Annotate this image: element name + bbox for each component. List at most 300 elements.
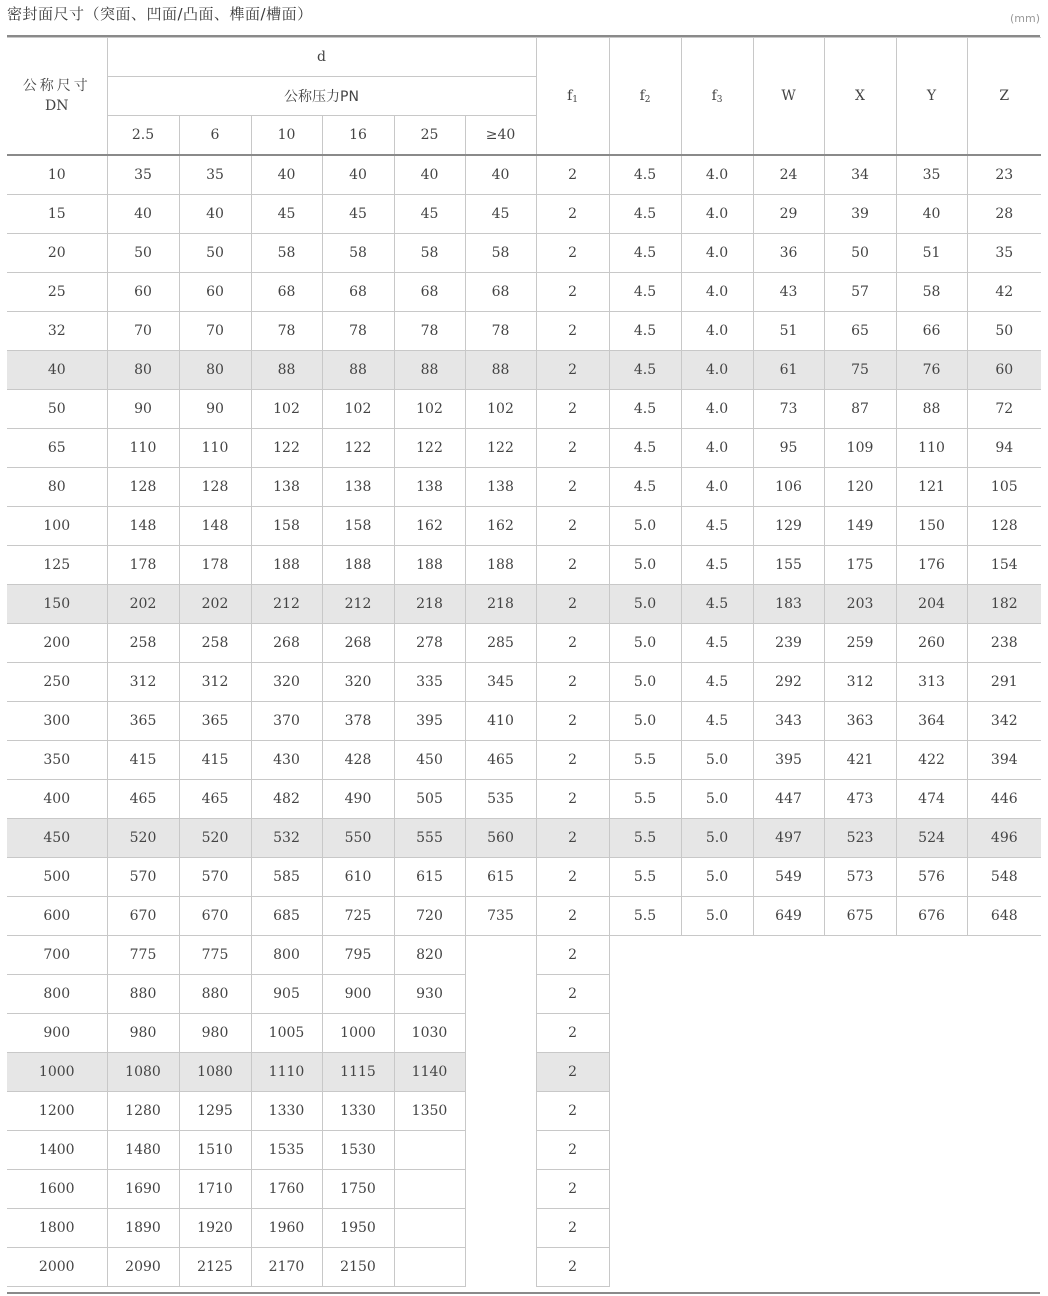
empty-cell <box>824 1053 896 1092</box>
pn-col-header: ≥40 <box>465 116 536 156</box>
table-cell: 400 <box>7 780 107 819</box>
table-cell: 2125 <box>179 1248 251 1287</box>
z-header: Z <box>967 38 1041 156</box>
table-cell <box>465 1131 536 1170</box>
table-cell: 2 <box>536 273 609 312</box>
table-row <box>7 273 1041 312</box>
table-cell: 40 <box>107 195 179 234</box>
empty-cell <box>824 1131 896 1170</box>
table-cell: 2 <box>536 312 609 351</box>
table-cell: 610 <box>322 858 394 897</box>
table-cell: 500 <box>7 858 107 897</box>
table-cell: 154 <box>967 546 1041 585</box>
f1-header-text: f <box>567 88 573 104</box>
table-cell: 175 <box>824 546 896 585</box>
table-cell: 350 <box>7 741 107 780</box>
table-cell: 285 <box>465 624 536 663</box>
table-cell: 4.5 <box>609 429 681 468</box>
table-cell: 88 <box>322 351 394 390</box>
table-cell: 5.0 <box>609 702 681 741</box>
table-cell: 25 <box>7 273 107 312</box>
table-cell: 36 <box>753 234 824 273</box>
table-cell: 415 <box>107 741 179 780</box>
table-cell: 685 <box>251 897 322 936</box>
table-cell: 202 <box>179 585 251 624</box>
table-cell: 1960 <box>251 1209 322 1248</box>
table-cell: 212 <box>251 585 322 624</box>
table-cell: 20 <box>7 234 107 273</box>
table-cell: 576 <box>896 858 967 897</box>
empty-cell <box>896 975 967 1014</box>
table-cell: 178 <box>179 546 251 585</box>
table-cell: 120 <box>824 468 896 507</box>
x-header: X <box>824 38 896 156</box>
table-cell: 1000 <box>322 1014 394 1053</box>
table-cell: 2 <box>536 897 609 936</box>
table-row <box>7 155 1041 195</box>
table-cell: 775 <box>179 936 251 975</box>
table-cell: 1115 <box>322 1053 394 1092</box>
table-cell: 5.0 <box>681 780 753 819</box>
table-cell: 735 <box>465 897 536 936</box>
empty-cell <box>753 1209 824 1248</box>
table-cell: 1530 <box>322 1131 394 1170</box>
table-cell: 109 <box>824 429 896 468</box>
table-cell: 570 <box>179 858 251 897</box>
table-cell: 5.0 <box>609 663 681 702</box>
unit-label: (mm) <box>1009 12 1040 25</box>
table-cell: 4.5 <box>609 468 681 507</box>
table-cell: 1350 <box>394 1092 465 1131</box>
table-cell: 58 <box>465 234 536 273</box>
table-cell: 585 <box>251 858 322 897</box>
table-cell: 447 <box>753 780 824 819</box>
table-cell <box>465 975 536 1014</box>
table-cell <box>465 1092 536 1131</box>
table-cell: 473 <box>824 780 896 819</box>
table-cell: 94 <box>967 429 1041 468</box>
table-cell: 5.5 <box>609 780 681 819</box>
table-cell: 202 <box>107 585 179 624</box>
table-cell: 1920 <box>179 1209 251 1248</box>
table-cell: 268 <box>322 624 394 663</box>
table-cell: 300 <box>7 702 107 741</box>
table-cell: 4.0 <box>681 234 753 273</box>
table-cell: 105 <box>967 468 1041 507</box>
empty-cell <box>896 1170 967 1209</box>
table-cell: 820 <box>394 936 465 975</box>
table-cell: 128 <box>107 468 179 507</box>
table-cell: 421 <box>824 741 896 780</box>
table-cell: 335 <box>394 663 465 702</box>
table-cell: 72 <box>967 390 1041 429</box>
table-cell: 122 <box>465 429 536 468</box>
table-row <box>7 702 1041 741</box>
table-cell: 446 <box>967 780 1041 819</box>
table-cell: 110 <box>107 429 179 468</box>
table-cell: 930 <box>394 975 465 1014</box>
table-title: 密封面尺寸（突面、凹面/凸面、榫面/槽面） <box>7 5 313 23</box>
table-cell: 560 <box>465 819 536 858</box>
empty-cell <box>681 1092 753 1131</box>
empty-cell <box>609 1248 681 1287</box>
table-cell: 548 <box>967 858 1041 897</box>
table-cell: 102 <box>251 390 322 429</box>
table-cell: 102 <box>465 390 536 429</box>
empty-cell <box>967 1170 1041 1209</box>
table-cell: 465 <box>179 780 251 819</box>
table-cell: 4.5 <box>681 624 753 663</box>
table-cell: 2 <box>536 585 609 624</box>
table-cell: 4.5 <box>681 663 753 702</box>
table-cell: 490 <box>322 780 394 819</box>
table-cell: 78 <box>465 312 536 351</box>
table-cell: 258 <box>107 624 179 663</box>
table-cell: 775 <box>107 936 179 975</box>
empty-cell <box>681 1131 753 1170</box>
table-cell: 4.5 <box>609 312 681 351</box>
table-cell: 5.5 <box>609 819 681 858</box>
table-cell: 43 <box>753 273 824 312</box>
table-cell: 312 <box>107 663 179 702</box>
f2-header-text: f <box>639 88 645 104</box>
table-cell: 312 <box>179 663 251 702</box>
table-cell: 648 <box>967 897 1041 936</box>
table-cell: 1140 <box>394 1053 465 1092</box>
empty-cell <box>609 1092 681 1131</box>
table-cell: 1750 <box>322 1170 394 1209</box>
table-cell: 110 <box>179 429 251 468</box>
empty-cell <box>824 1248 896 1287</box>
table-cell: 188 <box>322 546 394 585</box>
table-cell: 42 <box>967 273 1041 312</box>
table-cell: 32 <box>7 312 107 351</box>
table-cell: 900 <box>322 975 394 1014</box>
table-cell: 88 <box>465 351 536 390</box>
empty-cell <box>824 975 896 1014</box>
table-cell: 5.0 <box>609 546 681 585</box>
table-row <box>7 663 1041 702</box>
f3-header-text: f <box>711 88 717 104</box>
empty-cell <box>824 1014 896 1053</box>
table-cell: 68 <box>322 273 394 312</box>
table-cell: 676 <box>896 897 967 936</box>
table-cell: 5.0 <box>681 819 753 858</box>
pn-col-header: 6 <box>179 116 251 156</box>
empty-cell <box>896 1053 967 1092</box>
table-cell: 555 <box>394 819 465 858</box>
table-cell: 430 <box>251 741 322 780</box>
table-cell: 1890 <box>107 1209 179 1248</box>
table-cell: 87 <box>824 390 896 429</box>
table-cell: 4.5 <box>681 585 753 624</box>
table-row <box>7 1092 1041 1131</box>
table-cell <box>465 1209 536 1248</box>
table-row <box>7 1248 1041 1287</box>
table-cell: 39 <box>824 195 896 234</box>
table-cell: 178 <box>107 546 179 585</box>
table-cell: 88 <box>394 351 465 390</box>
table-cell <box>394 1170 465 1209</box>
table-cell: 312 <box>824 663 896 702</box>
table-cell: 2 <box>536 936 609 975</box>
table-cell: 320 <box>322 663 394 702</box>
table-cell: 250 <box>7 663 107 702</box>
table-cell: 795 <box>322 936 394 975</box>
table-cell: 4.5 <box>609 155 681 195</box>
table-cell: 58 <box>896 273 967 312</box>
table-cell: 395 <box>753 741 824 780</box>
empty-cell <box>967 1092 1041 1131</box>
empty-cell <box>896 936 967 975</box>
table-cell: 2 <box>536 507 609 546</box>
table-cell: 150 <box>7 585 107 624</box>
d-header: d <box>107 38 536 77</box>
table-cell: 363 <box>824 702 896 741</box>
table-cell: 5.0 <box>681 897 753 936</box>
table-cell: 1080 <box>179 1053 251 1092</box>
table-cell: 40 <box>7 351 107 390</box>
table-cell: 78 <box>394 312 465 351</box>
table-cell: 10 <box>7 155 107 195</box>
table-cell: 1200 <box>7 1092 107 1131</box>
table-cell: 900 <box>7 1014 107 1053</box>
table-cell: 23 <box>967 155 1041 195</box>
table-cell: 5.0 <box>609 585 681 624</box>
table-cell: 5.5 <box>609 858 681 897</box>
table-cell: 700 <box>7 936 107 975</box>
table-cell: 51 <box>753 312 824 351</box>
empty-cell <box>967 975 1041 1014</box>
table-cell: 24 <box>753 155 824 195</box>
table-row <box>7 858 1041 897</box>
table-cell: 162 <box>465 507 536 546</box>
table-cell: 102 <box>322 390 394 429</box>
table-cell: 2 <box>536 195 609 234</box>
table-cell: 4.0 <box>681 155 753 195</box>
table-cell: 2 <box>536 390 609 429</box>
table-cell: 5.0 <box>609 624 681 663</box>
empty-cell <box>967 1248 1041 1287</box>
table-cell: 106 <box>753 468 824 507</box>
table-cell: 68 <box>394 273 465 312</box>
empty-cell <box>609 1170 681 1209</box>
f3-header-sub: 3 <box>716 95 723 105</box>
table-row <box>7 897 1041 936</box>
table-cell: 675 <box>824 897 896 936</box>
table-cell: 70 <box>107 312 179 351</box>
table-cell: 497 <box>753 819 824 858</box>
table-cell: 1480 <box>107 1131 179 1170</box>
table-cell: 50 <box>107 234 179 273</box>
empty-cell <box>753 1131 824 1170</box>
table-cell: 65 <box>7 429 107 468</box>
empty-cell <box>967 1131 1041 1170</box>
table-cell: 5.0 <box>681 741 753 780</box>
table-cell: 343 <box>753 702 824 741</box>
table-row <box>7 429 1041 468</box>
table-cell: 5.5 <box>609 741 681 780</box>
table-row <box>7 312 1041 351</box>
table-cell: 573 <box>824 858 896 897</box>
table-cell: 415 <box>179 741 251 780</box>
table-cell: 70 <box>179 312 251 351</box>
table-cell: 880 <box>107 975 179 1014</box>
table-cell: 1080 <box>107 1053 179 1092</box>
table-cell: 800 <box>251 936 322 975</box>
table-cell: 80 <box>107 351 179 390</box>
table-cell: 4.5 <box>681 507 753 546</box>
table-cell: 1760 <box>251 1170 322 1209</box>
table-cell: 80 <box>179 351 251 390</box>
table-cell: 428 <box>322 741 394 780</box>
table-cell: 649 <box>753 897 824 936</box>
table-cell: 2 <box>536 1209 609 1248</box>
table-cell: 204 <box>896 585 967 624</box>
table-cell: 35 <box>896 155 967 195</box>
table-cell: 122 <box>322 429 394 468</box>
table-cell: 138 <box>251 468 322 507</box>
table-cell: 2 <box>536 741 609 780</box>
table-cell: 45 <box>322 195 394 234</box>
table-cell: 40 <box>322 155 394 195</box>
table-cell: 2 <box>536 1014 609 1053</box>
table-cell: 50 <box>7 390 107 429</box>
table-cell: 291 <box>967 663 1041 702</box>
table-cell: 188 <box>251 546 322 585</box>
table-cell: 58 <box>394 234 465 273</box>
table-cell: 35 <box>107 155 179 195</box>
table-cell: 176 <box>896 546 967 585</box>
table-cell: 395 <box>394 702 465 741</box>
table-cell: 1690 <box>107 1170 179 1209</box>
table-row <box>7 1014 1041 1053</box>
table-cell: 34 <box>824 155 896 195</box>
table-cell: 50 <box>179 234 251 273</box>
table-cell: 1535 <box>251 1131 322 1170</box>
table-cell: 50 <box>824 234 896 273</box>
table-cell: 35 <box>179 155 251 195</box>
table-cell: 2 <box>536 1092 609 1131</box>
table-cell: 313 <box>896 663 967 702</box>
table-cell: 670 <box>179 897 251 936</box>
table-cell: 125 <box>7 546 107 585</box>
empty-cell <box>967 1014 1041 1053</box>
empty-cell <box>681 975 753 1014</box>
empty-cell <box>967 936 1041 975</box>
empty-cell <box>681 936 753 975</box>
table-cell: 1510 <box>179 1131 251 1170</box>
table-cell: 162 <box>394 507 465 546</box>
table-cell: 258 <box>179 624 251 663</box>
table-cell: 2 <box>536 819 609 858</box>
table-cell: 129 <box>753 507 824 546</box>
table-cell: 121 <box>896 468 967 507</box>
table-cell: 2 <box>536 624 609 663</box>
table-cell: 60 <box>179 273 251 312</box>
table-cell: 57 <box>824 273 896 312</box>
table-cell: 474 <box>896 780 967 819</box>
w-header: W <box>753 38 824 156</box>
table-cell: 2 <box>536 663 609 702</box>
table-cell: 2 <box>536 429 609 468</box>
table-cell: 2150 <box>322 1248 394 1287</box>
table-cell <box>465 936 536 975</box>
table-cell: 2000 <box>7 1248 107 1287</box>
table-cell: 45 <box>394 195 465 234</box>
empty-cell <box>824 1209 896 1248</box>
table-cell <box>465 1248 536 1287</box>
table-row <box>7 975 1041 1014</box>
table-cell: 570 <box>107 858 179 897</box>
table-cell: 2 <box>536 1131 609 1170</box>
empty-cell <box>609 1053 681 1092</box>
table-cell: 4.0 <box>681 312 753 351</box>
table-cell: 128 <box>967 507 1041 546</box>
table-cell: 218 <box>394 585 465 624</box>
table-cell: 65 <box>824 312 896 351</box>
empty-cell <box>824 936 896 975</box>
table-cell: 365 <box>107 702 179 741</box>
table-cell: 465 <box>465 741 536 780</box>
table-cell: 218 <box>465 585 536 624</box>
table-cell: 68 <box>251 273 322 312</box>
table-cell: 4.5 <box>609 273 681 312</box>
table-row <box>7 780 1041 819</box>
table-cell: 2170 <box>251 1248 322 1287</box>
empty-cell <box>896 1248 967 1287</box>
table-cell: 905 <box>251 975 322 1014</box>
table-row <box>7 195 1041 234</box>
table-cell: 158 <box>251 507 322 546</box>
table-cell: 4.5 <box>609 234 681 273</box>
table-cell: 4.0 <box>681 273 753 312</box>
table-cell: 78 <box>251 312 322 351</box>
table-cell: 128 <box>179 468 251 507</box>
table-cell: 364 <box>896 702 967 741</box>
table-cell: 292 <box>753 663 824 702</box>
table-cell: 150 <box>896 507 967 546</box>
table-cell: 35 <box>967 234 1041 273</box>
table-cell: 725 <box>322 897 394 936</box>
table-row <box>7 741 1041 780</box>
empty-cell <box>824 1092 896 1131</box>
table-cell: 4.5 <box>609 351 681 390</box>
table-cell: 148 <box>179 507 251 546</box>
table-cell: 40 <box>465 155 536 195</box>
table-cell: 100 <box>7 507 107 546</box>
table-cell: 4.0 <box>681 351 753 390</box>
table-cell: 615 <box>465 858 536 897</box>
table-row <box>7 1170 1041 1209</box>
table-cell: 2 <box>536 351 609 390</box>
f2-header <box>609 38 681 156</box>
empty-cell <box>681 1248 753 1287</box>
table-cell: 51 <box>896 234 967 273</box>
table-cell: 238 <box>967 624 1041 663</box>
table-cell: 122 <box>394 429 465 468</box>
empty-cell <box>609 975 681 1014</box>
table-cell: 2 <box>536 702 609 741</box>
empty-cell <box>753 1170 824 1209</box>
table-cell: 50 <box>967 312 1041 351</box>
table-cell: 378 <box>322 702 394 741</box>
table-cell: 980 <box>107 1014 179 1053</box>
table-row <box>7 1131 1041 1170</box>
empty-cell <box>967 1053 1041 1092</box>
table-cell: 40 <box>251 155 322 195</box>
empty-cell <box>609 1014 681 1053</box>
